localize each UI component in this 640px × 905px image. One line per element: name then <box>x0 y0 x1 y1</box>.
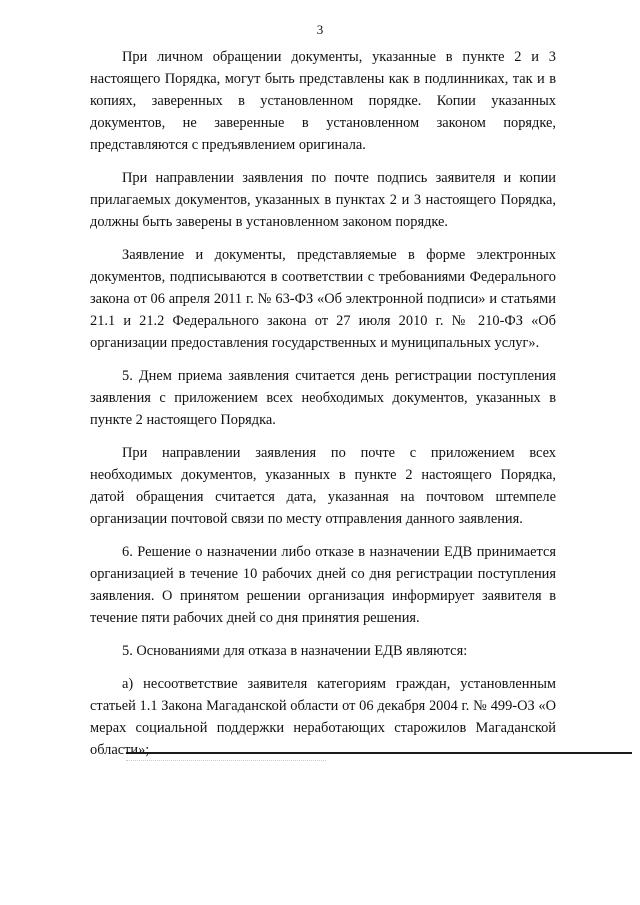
page-number: 3 <box>316 22 324 37</box>
scan-edge-line <box>126 752 632 754</box>
paragraph-refusal-grounds: 5. Основаниями для отказа в назначении ЕДВ являются: <box>122 643 468 659</box>
paragraph-originals-copies: При личном обращении документы, указанные в пункте 2 и 3 настоящего Порядка, могут быть представлены как в подлинниках, так и в копиях, заверенных в установленном порядке. Копии указанных документов, не заверенные в установленном законом порядке, представляются с предъявлением оригинала. <box>90 49 556 153</box>
paragraph-decision: 6. Решение о назначении либо отказе в назначении ЕДВ принимается организацией в течение 10 рабочих дней со дня регистрации поступления заявления. О принятом решении организация информирует заявителя в течение пяти рабочих дней со дня принятия решения. <box>90 544 556 626</box>
paragraph-reception-day: 5. Днем приема заявления считается день регистрации поступления заявления с приложением всех необходимых документов, указанных в пункте 2 настоящего Порядка. <box>90 368 556 428</box>
document-body <box>90 46 556 761</box>
paragraph-postal-submission: При направлении заявления по почте подпись заявителя и копии прилагаемых документов, указанных в пунктах 2 и 3 настоящего Порядка, должны быть заверены в установленном законом порядке. <box>90 170 556 230</box>
paragraph-refusal-item-a: а) несоответствие заявителя категориям граждан, установленным статьей 1.1 Закона Магаданской области от 06 декабря 2004 г. № 499-ОЗ «О мерах социальной поддержки неработающих старожилов Магаданской области»; <box>90 676 556 758</box>
paragraph-electronic-documents: Заявление и документы, представляемые в форме электронных документов, подписываются в соответствии с требованиями Федерального закона от 06 апреля 2011 г. № 63-ФЗ «Об электронной подписи» и статьями 21.1 и 21.2 Федерального закона от 27 июля 2010 г. № 210-ФЗ «Об организации предоставления государственных и муниципальных услуг». <box>90 247 556 351</box>
paragraph-postal-date: При направлении заявления по почте с приложением всех необходимых документов, указанных в пункте 2 настоящего Порядка, датой обращения считается дата, указанная на почтовом штемпеле организации почтовой связи по месту отправления данного заявления. <box>90 445 556 527</box>
scan-faint-line <box>126 760 326 761</box>
